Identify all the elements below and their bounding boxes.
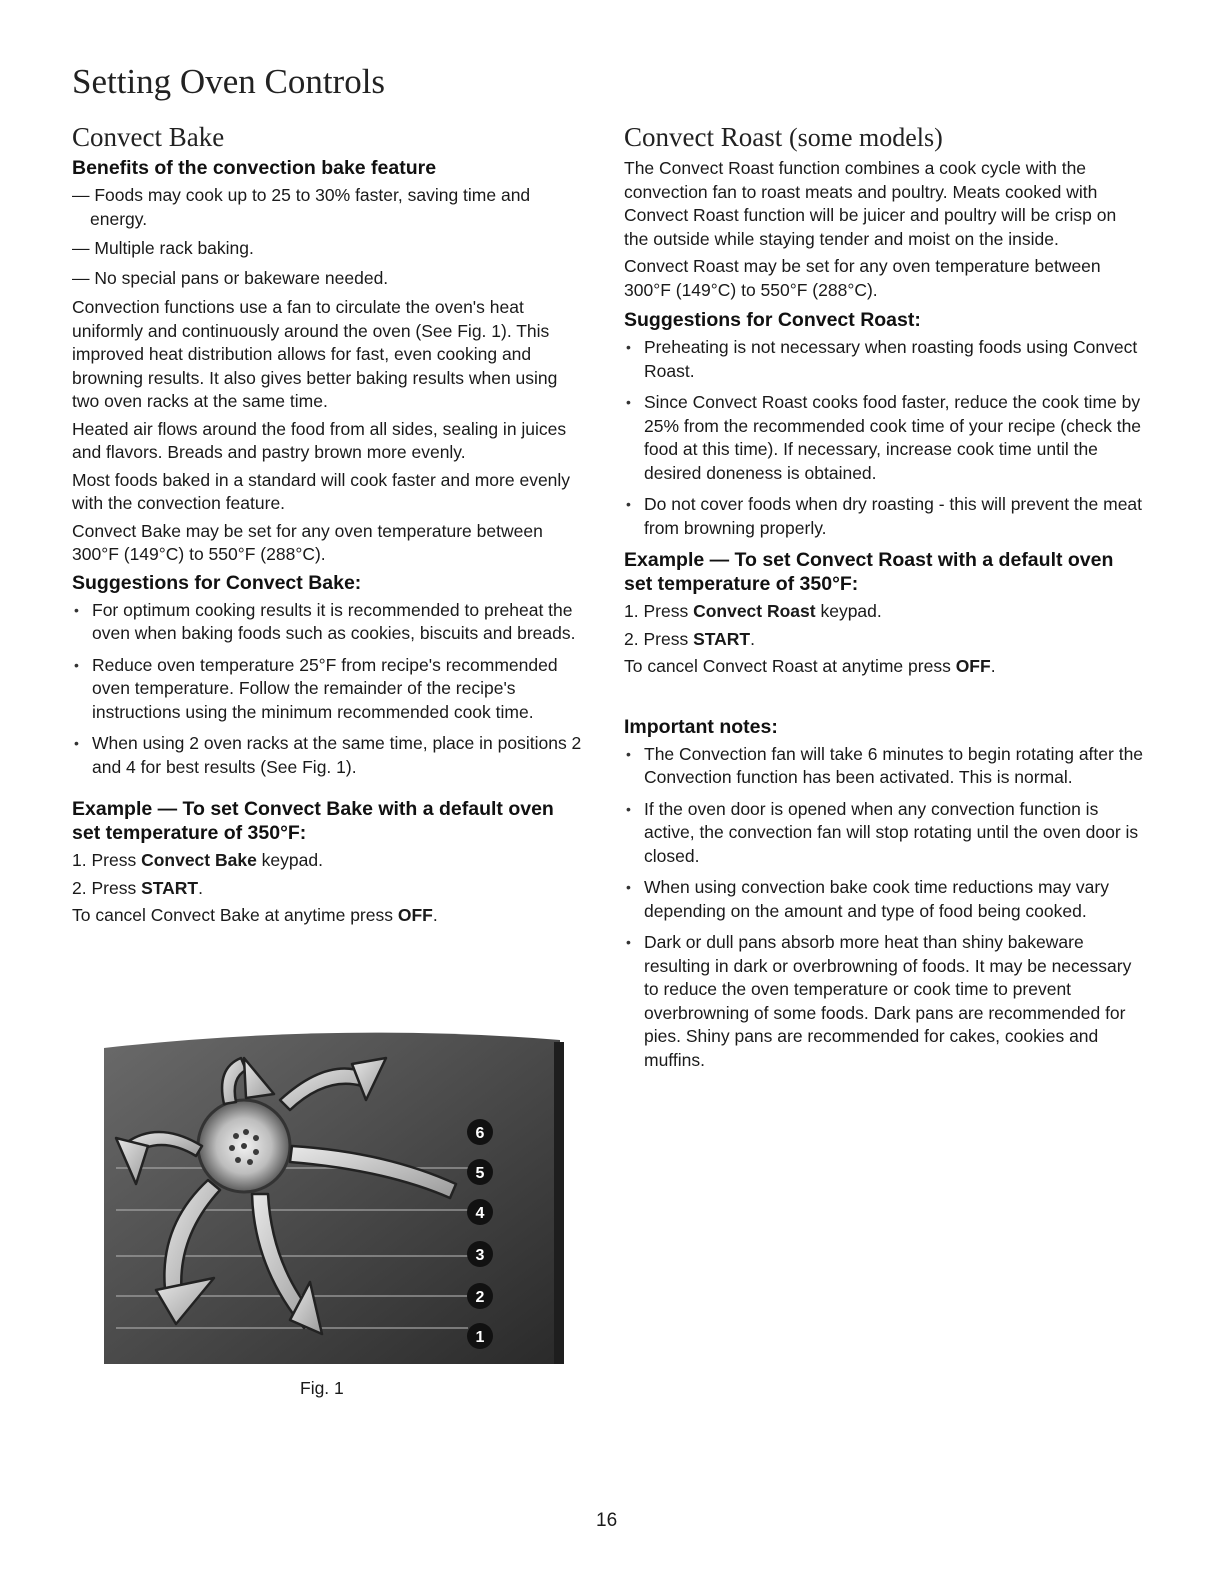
step-1 bbox=[624, 600, 1144, 624]
step-text: 2. Press bbox=[624, 628, 694, 649]
list-item: • Preheating is not necessary when roasting foods using Convect Roast. bbox=[624, 336, 1144, 383]
body-paragraph: The Convect Roast function combines a cook cycle with the convection fan to roast meats and poultry. Meats cooked with Convect Roast function will be juicer and poultry will be crisp on the outside while staying tender and moist on the inside. bbox=[624, 158, 1117, 249]
step-text: keypad. bbox=[815, 601, 882, 621]
list-item: • Since Convect Roast cooks food faster, reduce the cook time by 25% from the recommended cook time of your recipe (check the food at this time). If necessary, increase cook time until the desired doneness is obtained. bbox=[624, 391, 1144, 485]
cancel-instruction bbox=[624, 655, 1144, 679]
step-text: 2. Press bbox=[72, 877, 142, 898]
list-item: • When using 2 oven racks at the same time, place in positions 2 and 4 for best results (See Fig. 1). bbox=[72, 732, 587, 779]
convect-bake-suggestions-heading: Suggestions for Convect Bake: bbox=[72, 571, 362, 594]
convect-bake-steps bbox=[72, 849, 587, 928]
important-notes-heading: Important notes: bbox=[624, 715, 778, 738]
list-item: • For optimum cooking results it is recommended to preheat the oven when baking foods such as cookies, biscuits and breads. bbox=[72, 599, 587, 646]
body-paragraph: Convect Bake may be set for any oven temperature between 300°F (149°C) to 550°F (288°C). bbox=[72, 520, 543, 564]
step-2 bbox=[72, 877, 587, 901]
list-item: • The Convection fan will take 6 minutes to begin rotating after the Convection function has been activated. This is normal. bbox=[624, 743, 1144, 790]
convect-bake-example-heading: Example — To set Convect Bake with a default oven set temperature of 350°F: bbox=[72, 798, 554, 844]
step-text: . bbox=[198, 877, 203, 898]
body-paragraph: Convection functions use a fan to circulate the oven's heat uniformly and continuously around the oven (See Fig. 1). This improved heat distribution allows for fast, even cooking and browning results. It also gives better baking results when using two oven racks at the same time. bbox=[72, 297, 558, 411]
convect-roast-column bbox=[624, 120, 1144, 1080]
cancel-text: To cancel Convect Roast at anytime press bbox=[624, 656, 956, 676]
list-item: • Dark or dull pans absorb more heat than shiny bakeware resulting in dark or overbrowning of foods. It may be necessary to reduce the oven temperature or cook time to prevent overbrowning of some foods. Dark pans are recommended for pies. Shiny pans are recommended for cakes, cookies and muffins. bbox=[624, 931, 1144, 1072]
rack-label-5: 5 bbox=[475, 1165, 485, 1182]
convect-roast-steps bbox=[624, 600, 1144, 679]
step-text: keypad. bbox=[256, 850, 323, 870]
benefit-item: — Multiple rack baking. bbox=[72, 238, 254, 258]
keypad-name: OFF bbox=[955, 656, 991, 676]
convect-bake-suggestions-list bbox=[72, 599, 587, 780]
convect-roast-title-sub: (some models) bbox=[788, 123, 943, 152]
step-text: 1. Press bbox=[624, 601, 694, 621]
rack-label-3: 3 bbox=[475, 1247, 485, 1264]
convect-roast-title bbox=[624, 120, 1144, 155]
convect-roast-example-heading: Example — To set Convect Roast with a default oven set temperature of 350°F: bbox=[624, 549, 1114, 595]
list-item: • When using convection bake cook time reductions may vary depending on the amount and type of food being cooked. bbox=[624, 876, 1144, 923]
keypad-name: Convect Roast bbox=[693, 601, 816, 621]
cancel-text: To cancel Convect Bake at anytime press bbox=[72, 905, 398, 925]
list-item: • Do not cover foods when dry roasting - this will prevent the meat from browning properly. bbox=[624, 493, 1144, 540]
rack-label-6: 6 bbox=[475, 1125, 485, 1142]
rack-label-1: 1 bbox=[475, 1329, 485, 1346]
oven-interior-illustration bbox=[96, 1028, 568, 1366]
keypad-name: OFF bbox=[397, 905, 433, 925]
cancel-text: . bbox=[432, 905, 438, 925]
step-text: 1. Press bbox=[72, 850, 142, 870]
step-2 bbox=[624, 628, 1144, 652]
keypad-name: Convect Bake bbox=[141, 850, 257, 870]
convect-roast-suggestions-heading: Suggestions for Convect Roast: bbox=[624, 309, 921, 331]
benefit-item: — No special pans or bakeware needed. bbox=[72, 267, 389, 288]
cancel-instruction bbox=[72, 904, 587, 928]
page-title: Setting Oven Controls bbox=[72, 62, 386, 101]
page-number: 16 bbox=[596, 1510, 618, 1531]
list-item: • If the oven door is opened when any convection function is active, the convection fan will stop rotating until the oven door is closed. bbox=[624, 798, 1144, 869]
benefits-heading: Benefits of the convection bake feature bbox=[72, 157, 437, 179]
cancel-text: . bbox=[990, 656, 996, 676]
body-paragraph: Convect Roast may be set for any oven temperature between 300°F (149°C) to 550°F (288°C). bbox=[624, 256, 1101, 300]
convect-bake-column bbox=[72, 120, 587, 932]
oven-convection-figure bbox=[96, 1028, 568, 1366]
step-1 bbox=[72, 849, 587, 873]
rack-label-2: 2 bbox=[475, 1289, 485, 1306]
body-paragraph: Most foods baked in a standard will cook faster and more evenly with the convection feature. bbox=[72, 469, 571, 513]
body-paragraph: Heated air flows around the food from all sides, sealing in juices and flavors. Breads and pastry brown more evenly. bbox=[72, 418, 567, 462]
step-text: . bbox=[750, 628, 755, 649]
important-notes-list bbox=[624, 743, 1144, 1073]
figure-caption: Fig. 1 bbox=[300, 1378, 344, 1398]
benefit-item: — Foods may cook up to 25 to 30% faster, saving time and energy. bbox=[72, 185, 531, 229]
keypad-name: START bbox=[141, 877, 199, 898]
rack-label-4: 4 bbox=[475, 1205, 485, 1222]
convect-roast-suggestions-list bbox=[624, 336, 1144, 540]
list-item: • Reduce oven temperature 25°F from recipe's recommended oven temperature. Follow the remainder of the recipe's instructions using the minimum recommended cook time. bbox=[72, 654, 587, 725]
keypad-name: START bbox=[693, 628, 751, 649]
convect-bake-title: Convect Bake bbox=[72, 122, 225, 152]
convect-roast-title-main: Convect Roast bbox=[624, 122, 783, 152]
